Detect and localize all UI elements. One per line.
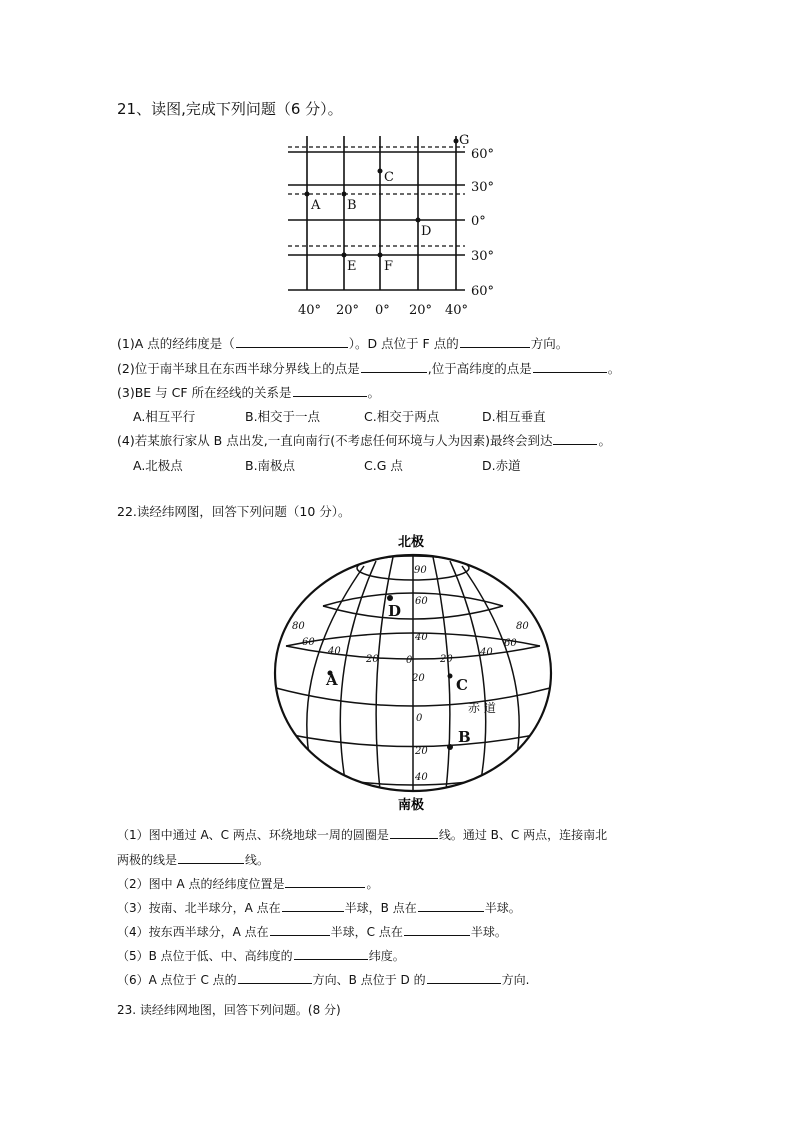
answer-blank[interactable] <box>553 433 597 445</box>
lon-label: 40 <box>328 646 341 657</box>
q21-points <box>305 139 459 258</box>
label-d: D <box>421 224 432 239</box>
q22-title: 22.读经纬网图，回答下列问题（10 分）。 <box>117 504 351 519</box>
q21-3-option-d[interactable]: D.相互垂直 <box>482 409 546 424</box>
point-c <box>378 169 383 174</box>
q21-3-option-c[interactable]: C.相交于两点 <box>364 409 440 424</box>
q21-3-option-a[interactable]: A.相互平行 <box>133 409 196 424</box>
label-a: A <box>326 671 338 689</box>
lat-label: 40 <box>415 632 428 643</box>
label-c: C <box>384 170 394 185</box>
answer-blank[interactable] <box>282 900 344 912</box>
q22-line-4: （4）按东西半球分，A 点在 半球，C 点在 半球。 <box>117 925 507 939</box>
lon-label: 40° <box>445 303 469 318</box>
lon-label: 20 <box>366 654 379 665</box>
answer-blank[interactable] <box>285 876 365 888</box>
answer-blank[interactable] <box>404 924 470 936</box>
answer-blank[interactable] <box>418 900 484 912</box>
south-pole-label: 南极 <box>398 798 425 812</box>
q21-line-1: (1)A 点的经纬度是（ ）。D 点位于 F 点的 方向。 <box>117 336 569 351</box>
answer-blank[interactable] <box>294 948 368 960</box>
lon-label: 80 <box>516 621 529 632</box>
label-e: E <box>347 259 357 274</box>
lon-label: 20° <box>336 303 360 318</box>
north-pole-label: 北极 <box>398 535 425 550</box>
label-g: G <box>459 133 470 148</box>
lon-label: 60 <box>302 637 315 648</box>
answer-blank[interactable] <box>460 336 530 348</box>
lat-label: 30° <box>471 180 495 195</box>
q21-title: 21、读图,完成下列问题（6 分）。 <box>117 100 343 118</box>
point-b <box>342 192 347 197</box>
q21-line-4: (4)若某旅行家从 B 点出发,一直向南行(不考虑任何环境与人为因素)最终会到达 。 <box>117 433 611 448</box>
label-f: F <box>384 259 394 274</box>
lon-label: 80 <box>292 621 305 632</box>
q21-line-3: (3)BE 与 CF 所在经线的关系是 。 <box>117 385 381 400</box>
q21-line-2: (2)位于南半球且在东西半球分界线上的点是 ,位于高纬度的点是 。 <box>117 361 621 376</box>
lat-label: 60° <box>471 147 495 162</box>
q21-dashed-parallels <box>288 147 465 246</box>
answer-blank[interactable] <box>427 972 501 984</box>
answer-blank[interactable] <box>270 924 330 936</box>
q23-title: 23. 读经纬网地图，回答下列问题。(8 分) <box>117 1003 341 1017</box>
lat-label: 0° <box>471 214 486 229</box>
answer-blank[interactable] <box>293 385 367 397</box>
lat-label: 30° <box>471 249 495 264</box>
lon-label: 60 <box>504 638 517 649</box>
lat-label: 60° <box>471 284 495 299</box>
answer-blank[interactable] <box>178 852 244 864</box>
lat-label: 20 <box>412 673 425 684</box>
point-f <box>378 253 383 258</box>
q22-globe-figure <box>268 528 558 812</box>
point-b <box>447 744 453 750</box>
lon-label: 40° <box>298 303 322 318</box>
q22-line-5: （5）B 点位于低、中、高纬度的 纬度。 <box>117 949 405 963</box>
q22-line-1-cont: 两极的线是 线。 <box>117 853 270 867</box>
q21-grid-figure <box>282 128 502 320</box>
answer-blank[interactable] <box>533 361 607 373</box>
lat-label: 0 <box>416 713 423 724</box>
lat-label: 90 <box>414 565 427 576</box>
q21-parallels <box>288 152 465 290</box>
point-e <box>342 253 347 258</box>
point-a <box>305 192 310 197</box>
q21-4-option-d[interactable]: D.赤道 <box>482 458 521 473</box>
q22-line-6: （6）A 点位于 C 点的 方向、B 点位于 D 的 方向. <box>117 973 530 987</box>
q21-3-option-b[interactable]: B.相交于一点 <box>245 409 321 424</box>
point-d <box>387 595 393 601</box>
lon-label: 40 <box>480 647 493 658</box>
q21-meridians <box>307 136 456 290</box>
lat-label: 40 <box>415 772 428 783</box>
equator-label: 赤 道 <box>468 701 496 715</box>
q21-4-option-c[interactable]: C.G 点 <box>364 458 403 473</box>
label-b: B <box>458 728 471 746</box>
lon-label: 0 <box>406 655 413 666</box>
lon-label: 20° <box>409 303 433 318</box>
lon-label: 0° <box>375 303 390 318</box>
point-d <box>416 218 421 223</box>
answer-blank[interactable] <box>361 361 427 373</box>
answer-blank[interactable] <box>238 972 312 984</box>
q21-4-option-b[interactable]: B.南极点 <box>245 458 296 473</box>
label-d: D <box>388 602 402 620</box>
lon-label: 20 <box>440 654 453 665</box>
q22-line-1: （1）图中通过 A、C 两点、环绕地球一周的圆圈是 线。通过 B、C 两点，连接南北 <box>117 828 608 842</box>
point-c <box>448 674 453 679</box>
lat-label: 20 <box>415 746 428 757</box>
label-b: B <box>347 198 357 213</box>
answer-blank[interactable] <box>236 336 348 348</box>
q21-4-option-a[interactable]: A.北极点 <box>133 458 183 473</box>
point-g <box>454 139 459 144</box>
label-a: A <box>311 198 321 213</box>
label-c: C <box>456 676 468 694</box>
q22-line-2: （2）图中 A 点的经纬度位置是 。 <box>117 877 379 891</box>
q22-line-3: （3）按南、北半球分，A 点在 半球，B 点在 半球。 <box>117 901 521 915</box>
lat-label: 60 <box>415 596 428 607</box>
answer-blank[interactable] <box>390 827 438 839</box>
